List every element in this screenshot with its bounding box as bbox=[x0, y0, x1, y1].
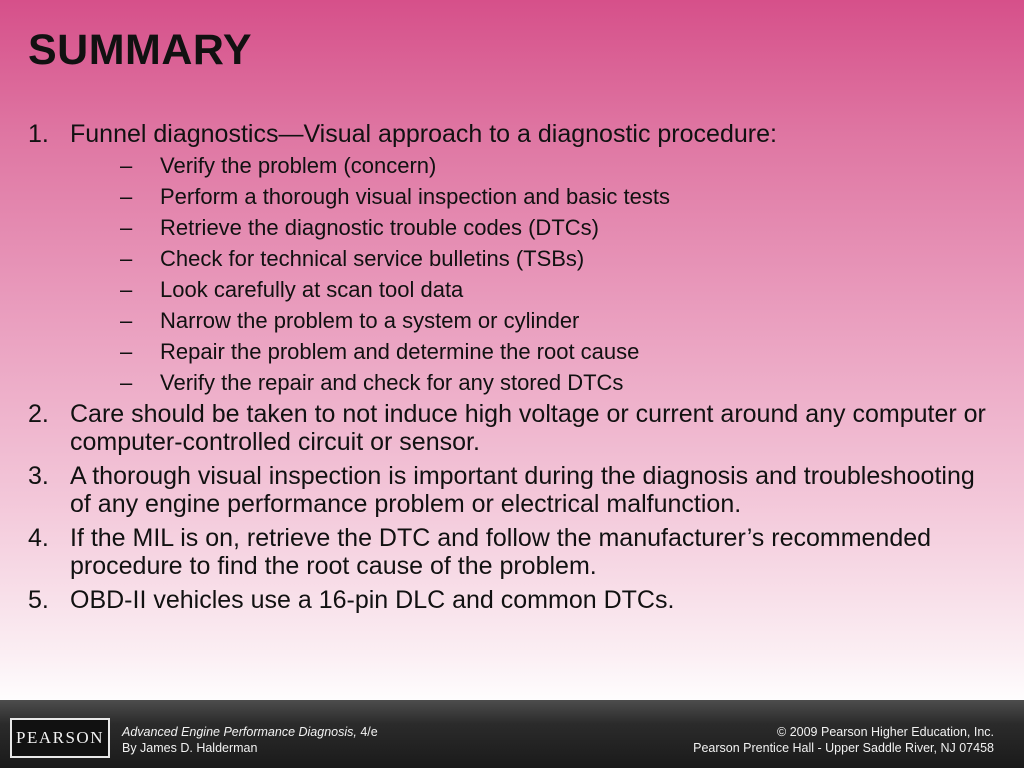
sub-item bbox=[70, 274, 996, 305]
copyright-line: © 2009 Pearson Higher Education, Inc. bbox=[777, 725, 994, 739]
item-text: OBD-II vehicles use a 16-pin DLC and common DTCs. bbox=[70, 586, 675, 614]
sub-item bbox=[70, 181, 996, 212]
book-credit bbox=[122, 724, 378, 756]
item-text: A thorough visual inspection is important during the diagnosis and troubleshooting of any engine performance problem or electrical malfunction. bbox=[70, 462, 975, 518]
book-edition: 4/e bbox=[356, 725, 378, 739]
pearson-logo: PEARSON bbox=[10, 718, 110, 758]
publisher-line: Pearson Prentice Hall - Upper Saddle River, NJ 07458 bbox=[693, 741, 994, 755]
sub-item bbox=[70, 150, 996, 181]
sub-item-text: Verify the problem (concern) bbox=[160, 153, 437, 178]
footer-bar bbox=[0, 700, 1024, 768]
book-author: By James D. Halderman bbox=[122, 741, 258, 755]
list-item bbox=[28, 524, 996, 580]
summary-list bbox=[28, 120, 996, 620]
dash-bullet: – bbox=[120, 370, 133, 395]
sub-item bbox=[70, 212, 996, 243]
sub-item-text: Retrieve the diagnostic trouble codes (DTCs) bbox=[160, 215, 599, 240]
dash-bullet: – bbox=[120, 215, 133, 240]
sub-item-text: Verify the repair and check for any stored DTCs bbox=[160, 370, 624, 395]
item-text: Funnel diagnostics—Visual approach to a diagnostic procedure: bbox=[70, 120, 777, 148]
book-title: Advanced Engine Performance Diagnosis, bbox=[122, 725, 357, 739]
item-text: If the MIL is on, retrieve the DTC and follow the manufacturer’s recommended procedure to find the root cause of the problem. bbox=[70, 524, 932, 580]
item-number: 5. bbox=[28, 586, 49, 614]
sub-item-text: Look carefully at scan tool data bbox=[160, 277, 464, 302]
sub-item-text: Repair the problem and determine the root cause bbox=[160, 339, 640, 364]
item-number: 3. bbox=[28, 462, 49, 490]
item-text: Care should be taken to not induce high voltage or current around any computer or computer-controlled circuit or sensor. bbox=[70, 400, 986, 456]
dash-bullet: – bbox=[120, 153, 133, 178]
list-item bbox=[28, 400, 996, 456]
item-number: 2. bbox=[28, 400, 49, 428]
sub-item bbox=[70, 305, 996, 336]
sub-list bbox=[70, 150, 996, 398]
slide-title: SUMMARY bbox=[28, 26, 253, 74]
sub-item-text: Perform a thorough visual inspection and basic tests bbox=[160, 184, 670, 209]
item-number: 4. bbox=[28, 524, 49, 552]
sub-item-text: Check for technical service bulletins (TSBs) bbox=[160, 246, 585, 271]
sub-item bbox=[70, 243, 996, 274]
dash-bullet: – bbox=[120, 277, 133, 302]
dash-bullet: – bbox=[120, 339, 133, 364]
sub-item-text: Narrow the problem to a system or cylinder bbox=[160, 308, 580, 333]
list-item bbox=[28, 462, 996, 518]
item-number: 1. bbox=[28, 120, 49, 148]
sub-item bbox=[70, 336, 996, 367]
dash-bullet: – bbox=[120, 184, 133, 209]
copyright-notice bbox=[693, 724, 994, 756]
dash-bullet: – bbox=[120, 246, 133, 271]
list-item bbox=[28, 120, 996, 398]
sub-item bbox=[70, 367, 996, 398]
dash-bullet: – bbox=[120, 308, 133, 333]
list-item bbox=[28, 586, 996, 614]
